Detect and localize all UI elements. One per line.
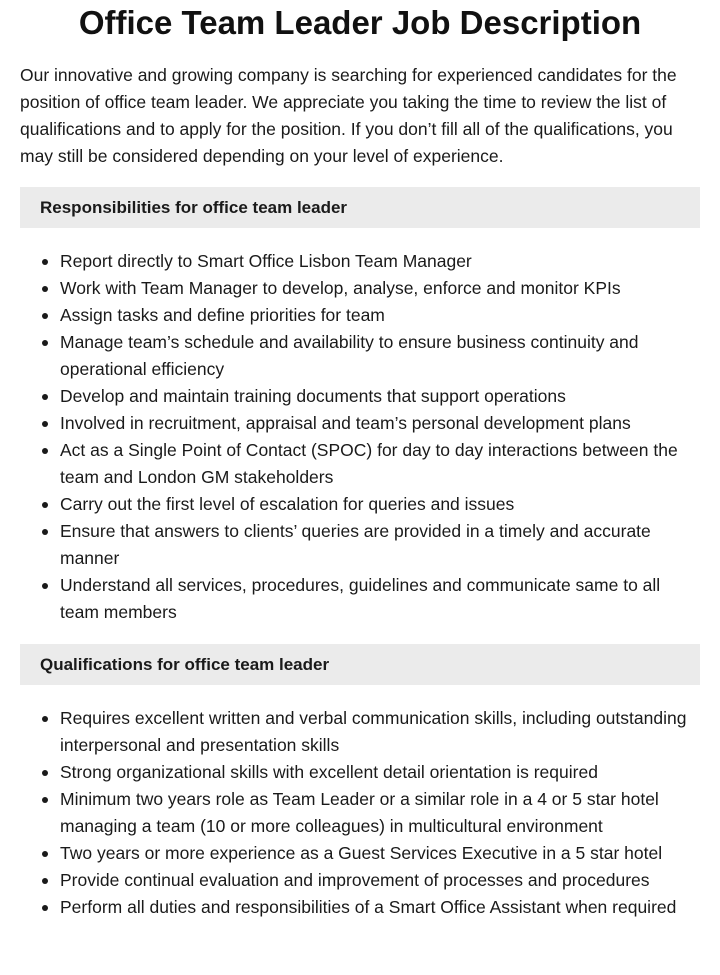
list-item: Assign tasks and define priorities for team <box>20 302 700 329</box>
list-item: Perform all duties and responsibilities of a Smart Office Assistant when required <box>20 894 700 921</box>
list-item: Develop and maintain training documents that support operations <box>20 383 700 410</box>
list-item: Manage team’s schedule and availability to ensure business continuity and operational efficiency <box>20 329 700 383</box>
list-item: Carry out the first level of escalation for queries and issues <box>20 491 700 518</box>
list-item: Two years or more experience as a Guest Services Executive in a 5 star hotel <box>20 840 700 867</box>
list-item: Work with Team Manager to develop, analyse, enforce and monitor KPIs <box>20 275 700 302</box>
list-item: Strong organizational skills with excellent detail orientation is required <box>20 759 700 786</box>
list-item: Act as a Single Point of Contact (SPOC) for day to day interactions between the team and London GM stakeholders <box>20 437 700 491</box>
responsibilities-section-header <box>20 187 700 228</box>
list-item: Provide continual evaluation and improvement of processes and procedures <box>20 867 700 894</box>
qualifications-section-header <box>20 644 700 685</box>
list-item: Requires excellent written and verbal communication skills, including outstanding interpersonal and presentation skills <box>20 705 700 759</box>
list-item: Report directly to Smart Office Lisbon Team Manager <box>20 248 700 275</box>
qualifications-list <box>20 705 700 921</box>
responsibilities-list <box>20 248 700 626</box>
page-title: Office Team Leader Job Description <box>78 4 642 41</box>
list-item: Understand all services, procedures, guidelines and communicate same to all team members <box>20 572 700 626</box>
list-item: Ensure that answers to clients’ queries are provided in a timely and accurate manner <box>20 518 700 572</box>
intro-paragraph: Our innovative and growing company is searching for experienced candidates for the position of office team leader. We appreciate you taking the time to review the list of qualifications and to apply for the position. If you don’t fill all of the qualifications, you may still be considered depending on your level of experience. <box>20 65 677 166</box>
list-item: Minimum two years role as Team Leader or a similar role in a 4 or 5 star hotel managing a team (10 or more colleagues) in multicultural environment <box>20 786 700 840</box>
responsibilities-heading: Responsibilities for office team leader <box>40 197 348 217</box>
qualifications-heading: Qualifications for office team leader <box>40 654 330 674</box>
list-item: Involved in recruitment, appraisal and team’s personal development plans <box>20 410 700 437</box>
